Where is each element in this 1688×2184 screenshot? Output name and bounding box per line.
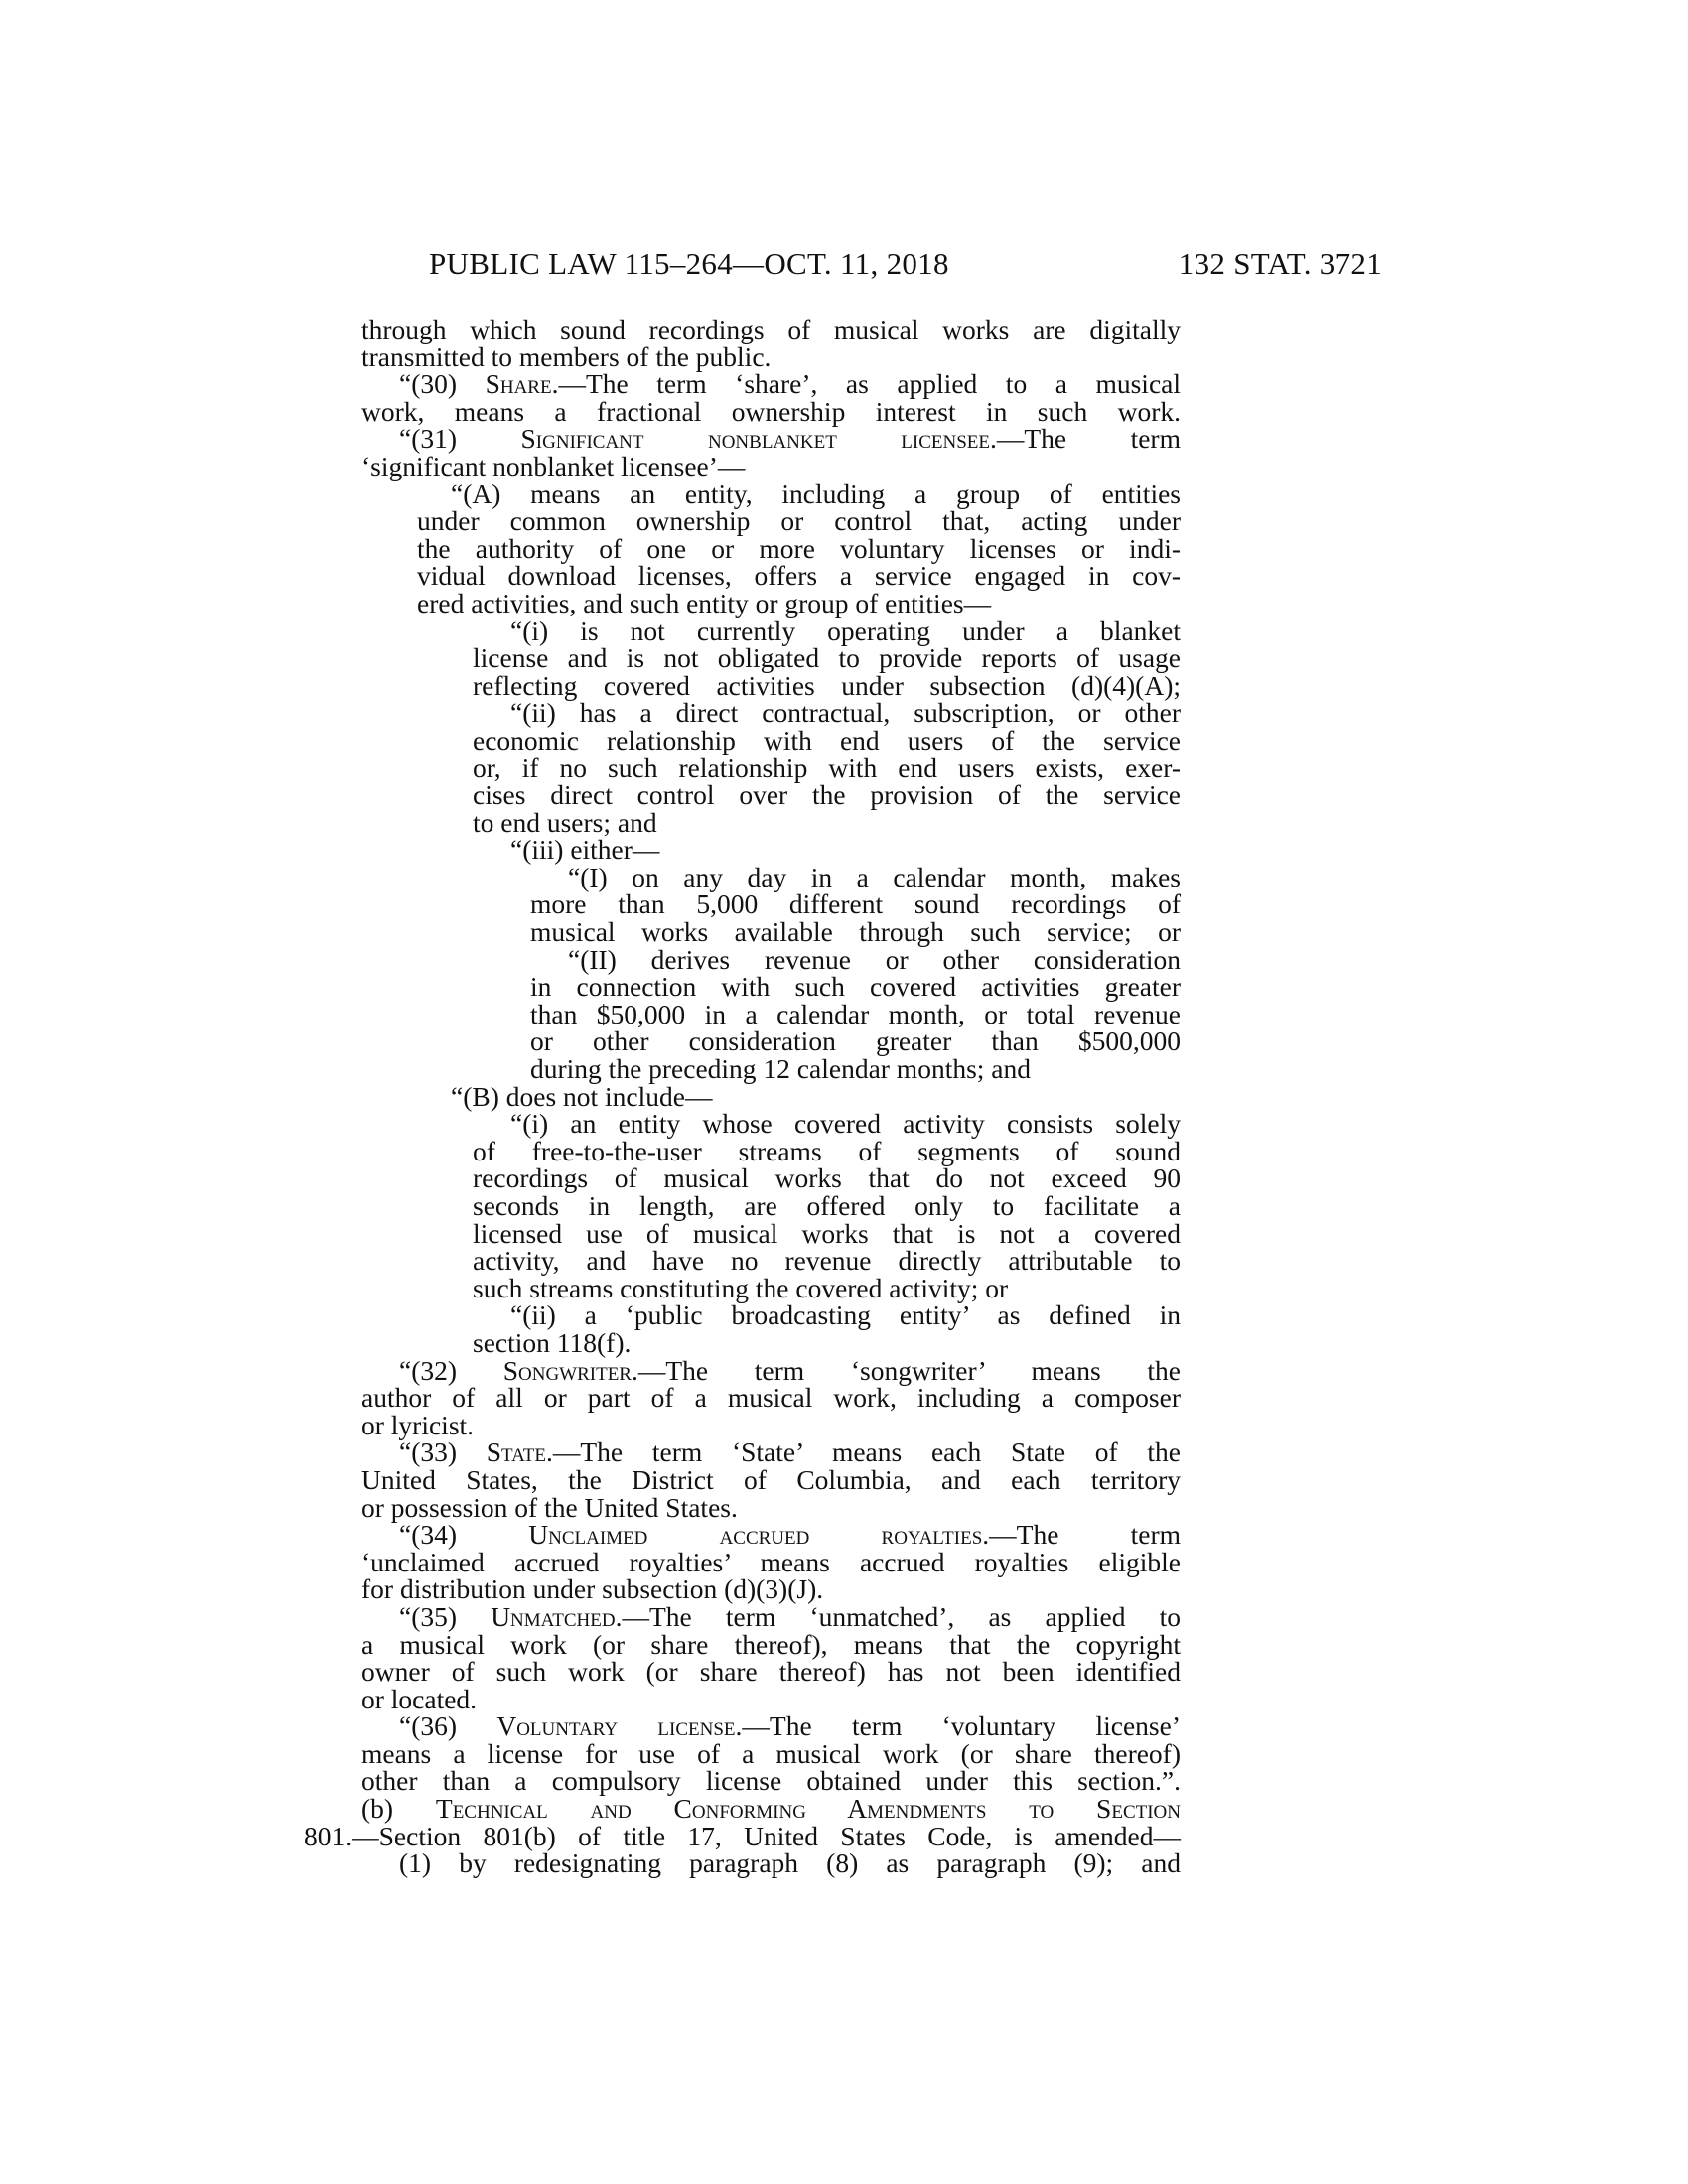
line-text: “(A) means an entity, including a group of entities xyxy=(451,478,1181,509)
section-heading: State xyxy=(486,1436,546,1468)
line-text: United States, the District of Columbia, and each territory xyxy=(361,1463,1181,1495)
text-line xyxy=(361,644,1181,672)
line-text: “(31) xyxy=(399,423,521,455)
text-line xyxy=(361,450,1181,481)
line-text: more than 5,000 different sound recordings of xyxy=(530,888,1181,920)
text-line xyxy=(361,861,1181,892)
page-header xyxy=(429,246,1382,286)
line-text: section 118(f). xyxy=(473,1326,632,1358)
text-line xyxy=(361,1164,1181,1192)
text-line xyxy=(361,1491,1181,1523)
text-line xyxy=(361,890,1181,918)
text-line xyxy=(361,1546,1181,1577)
line-text: other than a compulsory license obtained under this section.”. xyxy=(361,1765,1181,1797)
line-text: means a license for use of a musical work (or share thereof) xyxy=(361,1737,1181,1769)
line-text: “(I) on any day in a calendar month, makes xyxy=(568,861,1181,892)
line-text: “(ii) has a direct contractual, subscription, or other xyxy=(510,697,1181,729)
text-line xyxy=(361,669,1181,701)
text-line xyxy=(361,699,1181,727)
line-text: “(iii) either— xyxy=(510,834,660,866)
section-heading: Share xyxy=(485,368,552,400)
text-line xyxy=(361,343,1181,371)
line-text: or, if no such relationship with end users exists, exer- xyxy=(473,751,1181,783)
line-text: “(33) xyxy=(399,1436,487,1468)
text-line xyxy=(361,1217,1181,1249)
line-text: owner of such work (or share thereof) has not been identified xyxy=(361,1656,1181,1688)
text-line xyxy=(361,1521,1181,1549)
line-text: “(36) xyxy=(399,1710,497,1742)
line-text: licensed use of musical works that is not a covered xyxy=(473,1217,1181,1249)
line-text: musical works available through such service; or xyxy=(530,916,1181,948)
text-line xyxy=(361,1575,1181,1603)
text-line xyxy=(361,1767,1181,1795)
line-text: (1) by redesignating paragraph (8) as paragraph (9); and xyxy=(399,1847,1181,1879)
line-text: author of all or part of a musical work, including a composer xyxy=(361,1382,1181,1414)
line-text: ‘unclaimed accrued royalties’ means accrued royalties eligible xyxy=(361,1546,1181,1577)
line-text: vidual download licenses, offers a service engaged in cov- xyxy=(417,560,1181,592)
section-heading: Voluntary license xyxy=(496,1710,736,1742)
line-text: “(II) derives revenue or other consideration xyxy=(568,943,1181,975)
line-text: or possession of the United States. xyxy=(361,1491,738,1523)
line-text: than $50,000 in a calendar month, or total revenue xyxy=(530,998,1181,1029)
text-line xyxy=(361,1628,1181,1660)
line-text: license and is not obligated to provide reports of usage xyxy=(473,642,1181,674)
text-line xyxy=(361,1326,1181,1358)
line-text: “(ii) a ‘public broadcasting entity’ as defined in xyxy=(510,1299,1181,1331)
text-line xyxy=(361,1438,1181,1466)
line-text: economic relationship with end users of the service xyxy=(473,724,1181,755)
text-line xyxy=(361,1600,1181,1632)
line-text: under common ownership or control that, acting under xyxy=(417,505,1181,537)
line-text: reflecting covered activities under subsection (d)(4)(A); xyxy=(473,669,1181,701)
line-text-rest: .—The term xyxy=(982,1519,1181,1551)
text-line xyxy=(361,973,1181,1001)
text-line xyxy=(361,1737,1181,1769)
line-text: of free-to-the-user streams of segments of sound xyxy=(473,1135,1181,1166)
text-line xyxy=(361,316,1181,343)
text-line xyxy=(361,1272,1181,1303)
line-text: activity, and have no revenue directly attributable to xyxy=(473,1245,1181,1277)
text-line xyxy=(361,1110,1181,1138)
statute-page-number: 132 STAT. 3721 xyxy=(1178,246,1382,281)
text-line xyxy=(361,1247,1181,1275)
line-text: or lyricist. xyxy=(361,1409,475,1440)
line-text-rest: .—The term ‘unmatched’, as applied to xyxy=(615,1600,1181,1632)
line-text: “(35) xyxy=(399,1600,492,1632)
text-line xyxy=(361,1795,1181,1823)
text-line xyxy=(361,1409,1181,1440)
section-heading: Technical and Conforming Amendments to Section xyxy=(435,1793,1181,1825)
text-line xyxy=(361,1354,1181,1386)
line-text: seconds in length, are offered only to facilitate a xyxy=(473,1190,1181,1221)
text-line xyxy=(361,781,1181,809)
line-text: “(30) xyxy=(399,368,486,400)
text-line xyxy=(361,587,1181,618)
line-text: a musical work (or share thereof), means that the copyright xyxy=(361,1628,1181,1660)
text-line xyxy=(361,425,1181,453)
text-line xyxy=(361,1301,1181,1329)
line-text: (b) xyxy=(361,1793,436,1825)
line-text: work, means a fractional ownership interest in such work. xyxy=(361,395,1181,427)
text-line xyxy=(361,1135,1181,1166)
text-line xyxy=(361,1384,1181,1412)
text-line xyxy=(361,507,1181,535)
text-line xyxy=(361,532,1181,564)
line-text: such streams constituting the covered activity; or xyxy=(473,1272,1009,1303)
line-text: transmitted to members of the public. xyxy=(361,341,772,372)
line-text-rest: .—The term ‘share’, as applied to a musical xyxy=(551,368,1181,400)
line-text: “(i) an entity whose covered activity consists solely xyxy=(510,1108,1181,1140)
section-heading: Significant nonblanket licensee xyxy=(520,423,990,455)
line-text: ered activities, and such entity or group of entities— xyxy=(417,587,992,618)
text-line xyxy=(361,1080,1181,1112)
text-line xyxy=(304,1820,1181,1851)
line-text: in connection with such covered activities greater xyxy=(530,971,1181,1003)
public-law-citation: PUBLIC LAW 115–264—OCT. 11, 2018 xyxy=(429,246,949,281)
line-text-rest: .—The term xyxy=(989,423,1181,455)
line-text: ‘significant nonblanket licensee’— xyxy=(361,450,746,481)
text-line xyxy=(361,943,1181,975)
line-text: “(B) does not include— xyxy=(451,1080,713,1112)
text-line xyxy=(361,724,1181,755)
statute-text-body xyxy=(304,314,1181,1879)
line-text: 801.—Section 801(b) of title 17, United States Code, is amended— xyxy=(304,1820,1181,1851)
text-line xyxy=(361,480,1181,508)
text-line xyxy=(361,1658,1181,1686)
line-text: through which sound recordings of musical works are digitally xyxy=(361,314,1181,344)
text-line xyxy=(361,614,1181,646)
line-text: the authority of one or more voluntary licenses or indi- xyxy=(417,532,1181,564)
line-text: recordings of musical works that do not exceed 90 xyxy=(473,1162,1181,1194)
text-line xyxy=(361,1463,1181,1495)
text-line xyxy=(361,918,1181,946)
text-line xyxy=(361,562,1181,590)
section-heading: Songwriter xyxy=(502,1354,632,1386)
text-line xyxy=(361,1712,1181,1740)
line-text: or other consideration greater than $500,000 xyxy=(530,1025,1181,1057)
line-text: for distribution under subsection (d)(3)(J). xyxy=(361,1573,824,1605)
section-heading: Unmatched xyxy=(491,1600,616,1632)
text-line xyxy=(361,1849,1181,1877)
line-text-rest: .—The term ‘State’ means each State of the xyxy=(545,1436,1181,1468)
line-text-rest: .—The term ‘voluntary license’ xyxy=(735,1710,1181,1742)
line-text: “(34) xyxy=(399,1519,529,1551)
text-line xyxy=(361,1027,1181,1055)
text-line xyxy=(361,1192,1181,1220)
text-line xyxy=(361,370,1181,398)
line-text: or located. xyxy=(361,1683,478,1714)
text-line xyxy=(361,836,1181,864)
text-line xyxy=(361,806,1181,838)
section-heading: Unclaimed accrued royalties xyxy=(528,1519,983,1551)
text-line xyxy=(361,1683,1181,1714)
line-text: “(32) xyxy=(399,1354,503,1386)
line-text-rest: .—The term ‘songwriter’ means the xyxy=(631,1354,1181,1386)
line-text: “(i) is not currently operating under a blanket xyxy=(510,614,1181,646)
text-line xyxy=(361,395,1181,427)
text-line xyxy=(361,751,1181,783)
text-line xyxy=(361,998,1181,1029)
text-line xyxy=(361,1055,1181,1083)
line-text: during the preceding 12 calendar months; and xyxy=(530,1053,1032,1085)
line-text: cises direct control over the provision of the service xyxy=(473,779,1181,811)
line-text: to end users; and xyxy=(473,806,657,838)
